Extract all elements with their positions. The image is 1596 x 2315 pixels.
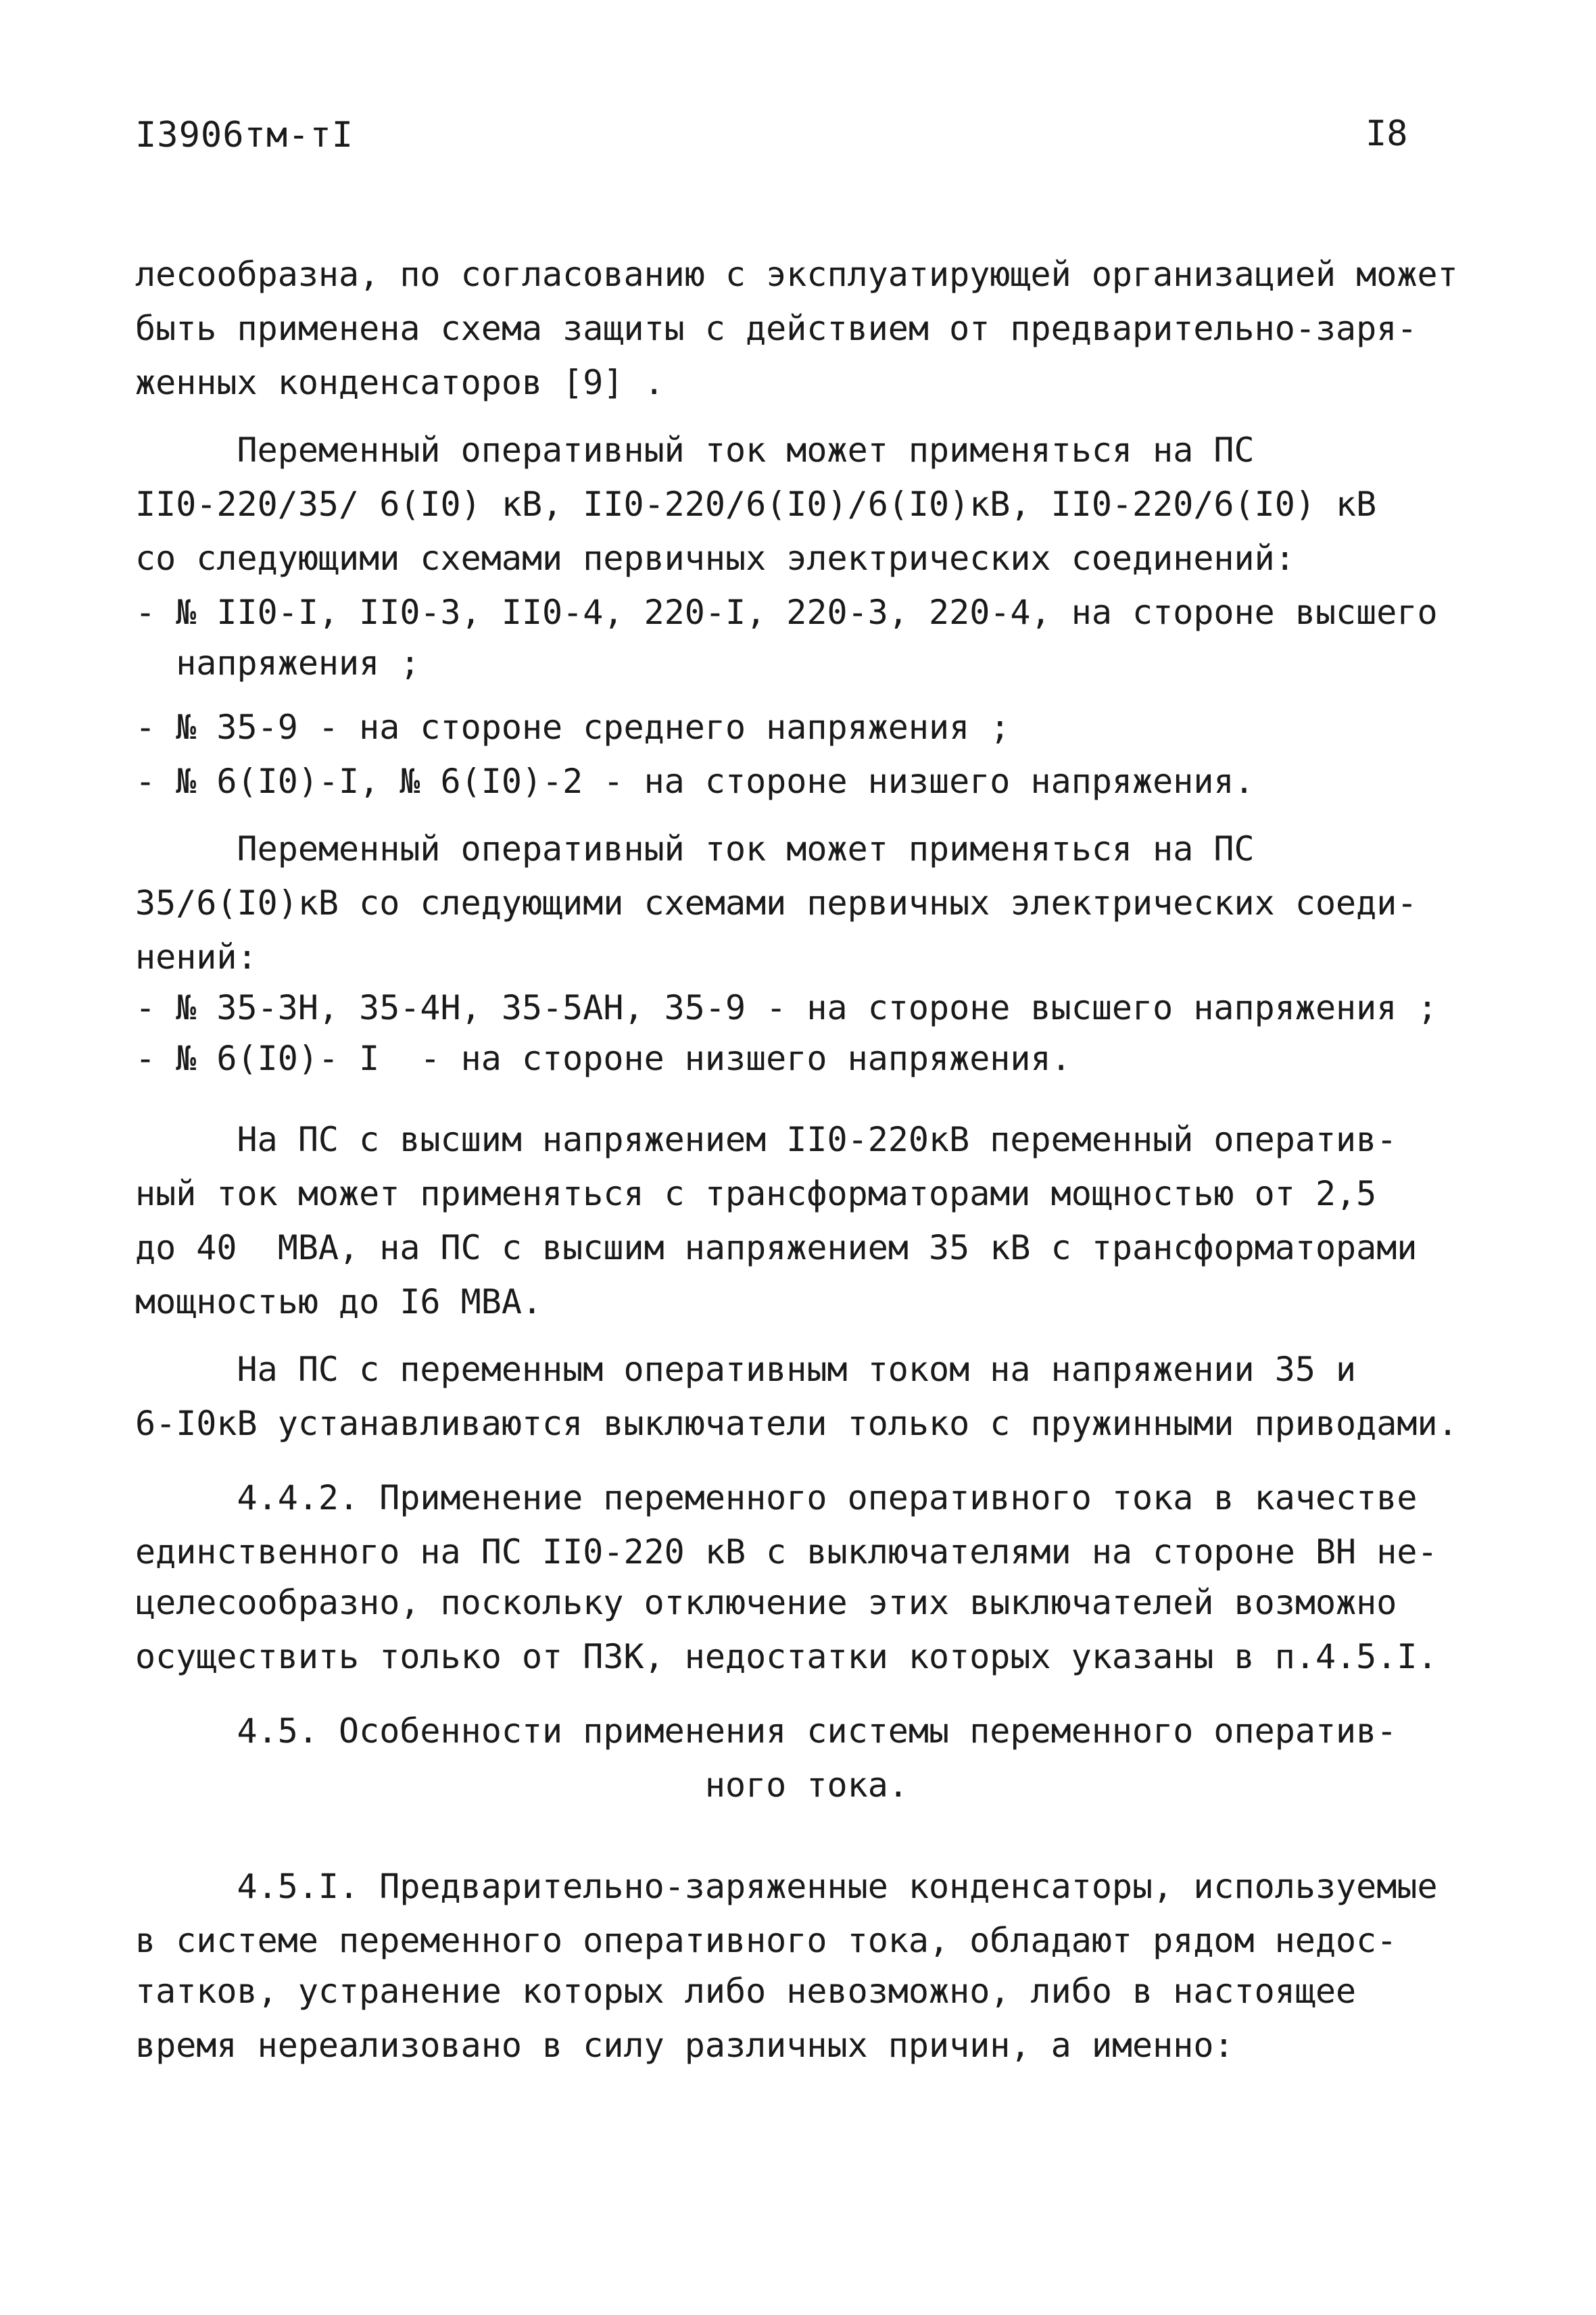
text-line: лесообразна, по согласованию с эксплуатирующей организацией может — [135, 255, 1458, 294]
text-line: до 40 МВА, на ПС с высшим напряжением 35 кВ с трансформаторами — [135, 1228, 1418, 1267]
text-line: мощностью до I6 МВА. — [135, 1282, 543, 1321]
text-line: со следующими схемами первичных электрических соединений: — [135, 539, 1295, 578]
text-line: 35/6(I0)кВ со следующими схемами первичных электрических соеди- — [135, 883, 1418, 923]
document-code: I3906тм-тI — [135, 115, 354, 155]
list-item-continuation: напряжения ; — [135, 643, 420, 683]
page-number: I8 — [1365, 114, 1408, 154]
text-line: быть применена схема защиты с действием от предварительно-заря- — [135, 309, 1418, 348]
list-item: - № II0-I, II0-3, II0-4, 220-I, 220-3, 220-4, на стороне высшего — [135, 593, 1438, 632]
section-heading: 4.5. Особенности применения системы переменного оператив- — [135, 1711, 1397, 1751]
text-line: II0-220/35/ 6(I0) кВ, II0-220/6(I0)/6(I0)кВ, II0-220/6(I0) кВ — [135, 485, 1377, 524]
text-line: 6-I0кВ устанавливаются выключатели только с пружинными приводами. — [135, 1404, 1458, 1443]
text-line: На ПС с высшим напряжением II0-220кВ переменный оператив- — [135, 1120, 1397, 1159]
section-heading: ного тока. — [135, 1765, 909, 1805]
text-line: Переменный оперативный ток может применяться на ПС — [135, 829, 1255, 869]
text-line: 4.4.2. Применение переменного оперативного тока в качестве — [135, 1478, 1418, 1517]
text-line: единственного на ПС II0-220 кВ с выключателями на стороне ВН не- — [135, 1532, 1438, 1571]
text-line: нений: — [135, 937, 258, 977]
text-line: 4.5.I. Предварительно-заряженные конденсаторы, используемые — [135, 1867, 1438, 1906]
text-line: На ПС с переменным оперативным током на напряжении 35 и — [135, 1350, 1357, 1389]
text-line: женных конденсаторов [9] . — [135, 363, 664, 402]
text-line: в системе переменного оперативного тока, обладают рядом недос- — [135, 1921, 1397, 1960]
list-item: - № 6(I0)-I, № 6(I0)-2 - на стороне низшего напряжения. — [135, 762, 1255, 801]
text-line: ный ток может применяться с трансформаторами мощностью от 2,5 — [135, 1174, 1377, 1213]
text-line: татков, устранение которых либо невозможно, либо в настоящее — [135, 1972, 1357, 2011]
list-item: - № 35-9 - на стороне среднего напряжения ; — [135, 708, 1011, 747]
text-line: целесообразно, поскольку отключение этих выключателей возможно — [135, 1583, 1397, 1622]
list-item: - № 6(I0)- I - на стороне низшего напряжения. — [135, 1039, 1071, 1078]
text-line: осуществить только от ПЗК, недостатки которых указаны в п.4.5.I. — [135, 1637, 1438, 1676]
text-line: Переменный оперативный ток может применяться на ПС — [135, 431, 1255, 470]
text-line: время нереализовано в силу различных причин, а именно: — [135, 2026, 1234, 2065]
list-item: - № 35-3Н, 35-4Н, 35-5АН, 35-9 - на стороне высшего напряжения ; — [135, 988, 1438, 1027]
